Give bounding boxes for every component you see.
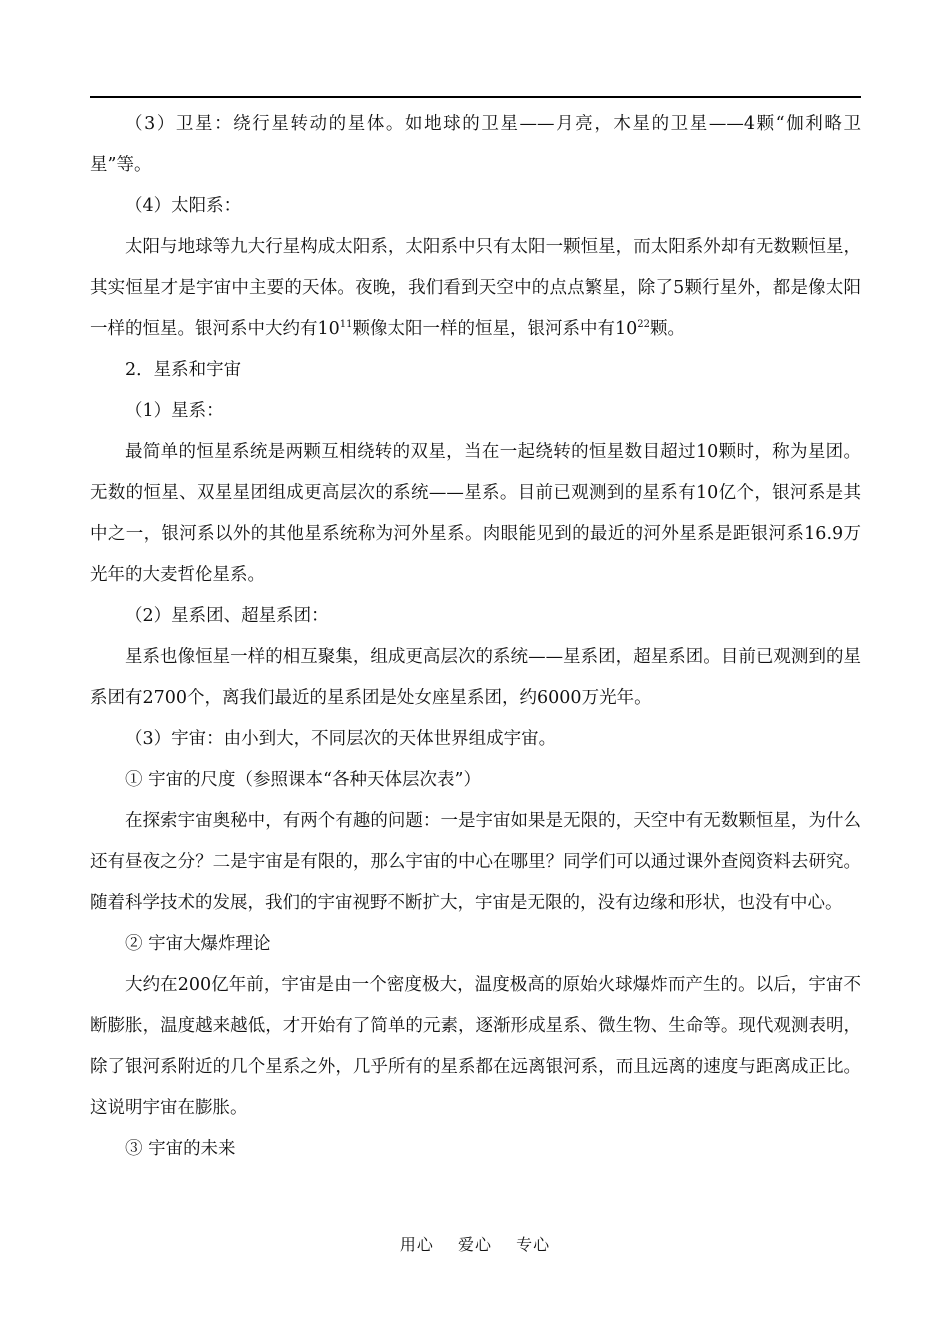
paragraph-satellite: （3）卫星：绕行星转动的星体。如地球的卫星——月亮，木星的卫星——4颗“伽利略卫星”等。	[90, 114, 861, 175]
solar-text-b: 颗像太阳一样的恒星，银河系中有10	[352, 319, 638, 339]
superscript-22: 22	[637, 319, 651, 330]
page-footer	[0, 1232, 950, 1255]
footer-word-3: 专心	[516, 1235, 551, 1254]
paragraph-galaxy: 最简单的恒星系统是两颗互相绕转的双星，当在一起绕转的恒星数目超过10颗时，称为星团。无数的恒星、双星星团组成更高层次的系统——星系。目前已观测到的星系有10亿个，银河系是其中之一，银河系以外的其他星系统称为河外星系。肉眼能见到的最近的河外星系是距银河系16.9万光年的大麦哲伦星系。	[90, 442, 861, 585]
paragraph-big-bang: 大约在200亿年前，宇宙是由一个密度极大，温度极高的原始火球爆炸而产生的。以后，宇宙不断膨胀，温度越来越低，才开始有了简单的元素，逐渐形成星系、微生物、生命等。现代观测表明，除了银河系附近的几个星系之外，几乎所有的星系都在远离银河系，而且远离的速度与距离成正比。这说明宇宙在膨胀。	[90, 975, 861, 1118]
heading-universe-scale: ① 宇宙的尺度（参照课本“各种天体层次表”）	[125, 770, 481, 790]
superscript-11: 11	[339, 319, 353, 330]
heading-galaxy-cluster: （2）星系团、超星系团：	[125, 606, 329, 626]
heading-universe-future: ③ 宇宙的未来	[125, 1139, 236, 1159]
header-rule	[90, 96, 861, 98]
section-heading-galaxies-universe: 2．星系和宇宙	[125, 360, 242, 380]
heading-solar-system: （4）太阳系：	[125, 196, 242, 216]
footer-word-1: 用心	[399, 1235, 434, 1254]
heading-universe: （3）宇宙：由小到大，不同层次的天体世界组成宇宙。	[125, 729, 557, 749]
paragraph-solar-system	[90, 227, 861, 350]
solar-text-c: 颗。	[650, 319, 686, 339]
document-body	[90, 104, 861, 1170]
paragraph-universe-scale: 在探索宇宙奥秘中，有两个有趣的问题：一是宇宙如果是无限的，天空中有无数颗恒星，为什么还有昼夜之分？二是宇宙是有限的，那么宇宙的中心在哪里？同学们可以通过课外查阅资料去研究。随着科学技术的发展，我们的宇宙视野不断扩大，宇宙是无限的，没有边缘和形状，也没有中心。	[90, 811, 861, 913]
heading-galaxy: （1）星系：	[125, 401, 224, 421]
solar-text-a: 太阳与地球等九大行星构成太阳系，太阳系中只有太阳一颗恒星，而太阳系外却有无数颗恒星，其实恒星才是宇宙中主要的天体。夜晚，我们看到天空中的点点繁星，除了5颗行星外，都是像太阳一样的恒星。银河系中大约有10	[90, 237, 861, 339]
paragraph-galaxy-cluster: 星系也像恒星一样的相互聚集，组成更高层次的系统——星系团，超星系团。目前已观测到的星系团有2700个，离我们最近的星系团是处女座星系团，约6000万光年。	[90, 647, 861, 708]
heading-big-bang: ② 宇宙大爆炸理论	[125, 934, 271, 954]
footer-word-2: 爱心	[457, 1235, 492, 1254]
